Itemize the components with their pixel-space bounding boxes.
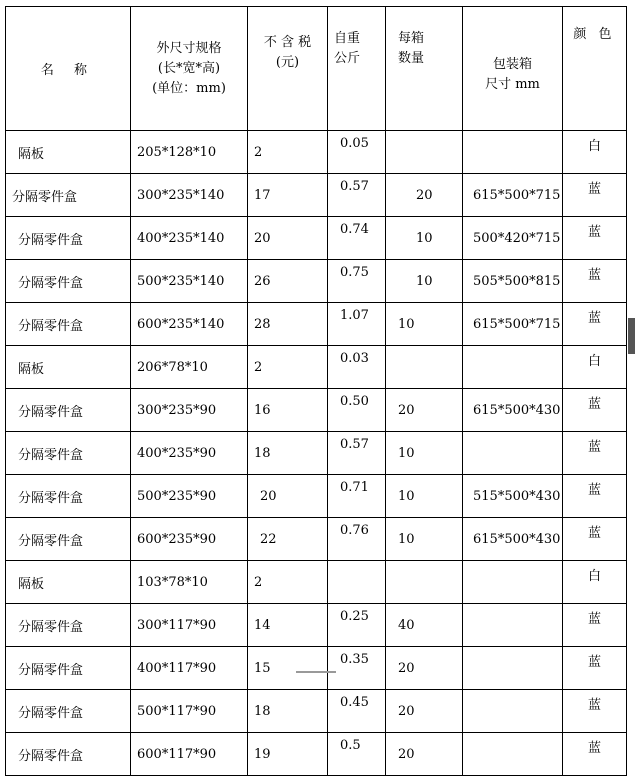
cell-weight: 0.71 <box>328 475 386 518</box>
header-qty-line2: 数量 <box>398 51 425 66</box>
cell-color: 白 <box>563 131 627 174</box>
cell-box: 615*500*715 <box>463 303 563 346</box>
cell-size: 400*235*140 <box>131 217 248 260</box>
cell-qty <box>386 561 463 604</box>
cell-size: 400*117*90 <box>131 647 248 690</box>
table-row <box>6 647 627 690</box>
cell-color: 蓝 <box>563 217 627 260</box>
cell-color: 蓝 <box>563 733 627 776</box>
cell-color: 白 <box>563 561 627 604</box>
cell-name: 隔板 <box>6 561 131 604</box>
table-row <box>6 432 627 475</box>
cell-size: 500*235*90 <box>131 475 248 518</box>
cell-weight: 0.50 <box>328 389 386 432</box>
table-row <box>6 131 627 174</box>
cell-qty: 20 <box>386 174 463 217</box>
cell-color: 蓝 <box>563 690 627 733</box>
cell-name: 分隔零件盒 <box>6 518 131 561</box>
cell-size: 300*235*90 <box>131 389 248 432</box>
cell-color: 蓝 <box>563 260 627 303</box>
cell-qty: 20 <box>386 690 463 733</box>
header-qty-line1: 每箱 <box>398 31 425 46</box>
cell-box: 615*500*715 <box>463 174 563 217</box>
cell-qty <box>386 131 463 174</box>
product-spec-table <box>5 6 627 776</box>
cell-box <box>463 561 563 604</box>
cell-price: 15 <box>248 647 328 690</box>
cell-size: 600*235*90 <box>131 518 248 561</box>
cell-price: 28 <box>248 303 328 346</box>
header-price <box>248 7 328 131</box>
cell-price: 2 <box>248 346 328 389</box>
cell-weight: 0.74 <box>328 217 386 260</box>
header-row <box>6 7 627 131</box>
cell-name: 分隔零件盒 <box>6 432 131 475</box>
table-row <box>6 604 627 647</box>
cell-color: 蓝 <box>563 174 627 217</box>
cell-qty: 10 <box>386 303 463 346</box>
cell-color: 蓝 <box>563 303 627 346</box>
cell-qty: 20 <box>386 733 463 776</box>
cell-weight: 0.45 <box>328 690 386 733</box>
table-row <box>6 475 627 518</box>
cell-weight: 0.57 <box>328 174 386 217</box>
header-weight <box>328 7 386 131</box>
cell-color: 蓝 <box>563 475 627 518</box>
cell-size: 500*117*90 <box>131 690 248 733</box>
cell-price: 26 <box>248 260 328 303</box>
header-size-line2: (长*宽*高) <box>157 60 221 76</box>
cell-price: 17 <box>248 174 328 217</box>
cell-price: 20 <box>248 475 328 518</box>
cell-color: 蓝 <box>563 604 627 647</box>
cell-size: 400*235*90 <box>131 432 248 475</box>
cell-price: 16 <box>248 389 328 432</box>
table-row <box>6 260 627 303</box>
table-row <box>6 733 627 776</box>
cell-qty: 10 <box>386 260 463 303</box>
cell-color: 蓝 <box>563 647 627 690</box>
cell-size: 600*235*140 <box>131 303 248 346</box>
table-row <box>6 303 627 346</box>
table-row <box>6 561 627 604</box>
cell-qty <box>386 346 463 389</box>
cell-box <box>463 432 563 475</box>
cell-qty: 40 <box>386 604 463 647</box>
cell-weight: 0.75 <box>328 260 386 303</box>
header-weight-line2: 公斤 <box>334 51 361 66</box>
cell-price: 18 <box>248 690 328 733</box>
cell-price: 2 <box>248 131 328 174</box>
cell-box <box>463 604 563 647</box>
cell-price: 20 <box>248 217 328 260</box>
cell-name: 分隔零件盒 <box>6 174 131 217</box>
cell-box <box>463 647 563 690</box>
header-price-line2: (元) <box>275 55 300 70</box>
header-color: 颜 色 <box>563 7 627 131</box>
cell-name: 分隔零件盒 <box>6 647 131 690</box>
header-weight-line1: 自重 <box>334 31 361 46</box>
cell-qty: 10 <box>386 475 463 518</box>
header-name: 名 称 <box>6 7 131 131</box>
table-row <box>6 346 627 389</box>
cell-price: 14 <box>248 604 328 647</box>
cell-weight: 0.76 <box>328 518 386 561</box>
cell-box: 515*500*430 <box>463 475 563 518</box>
cell-name: 分隔零件盒 <box>6 690 131 733</box>
header-size <box>131 7 248 131</box>
cell-weight: 0.25 <box>328 604 386 647</box>
cell-size: 500*235*140 <box>131 260 248 303</box>
cell-price: 19 <box>248 733 328 776</box>
cell-size: 103*78*10 <box>131 561 248 604</box>
cell-box: 500*420*715 <box>463 217 563 260</box>
cell-name: 分隔零件盒 <box>6 389 131 432</box>
cell-size: 300*235*140 <box>131 174 248 217</box>
cell-qty: 20 <box>386 389 463 432</box>
header-box-line1: 包装箱 <box>492 56 532 72</box>
cell-name: 隔板 <box>6 346 131 389</box>
header-size-line1: 外尺寸规格 <box>156 40 222 56</box>
cell-weight: 0.03 <box>328 346 386 389</box>
cell-weight: 0.57 <box>328 432 386 475</box>
header-box <box>463 7 563 131</box>
cell-price: 2 <box>248 561 328 604</box>
header-box-line2: 尺寸 mm <box>485 76 540 92</box>
cell-qty: 10 <box>386 518 463 561</box>
cell-qty: 20 <box>386 647 463 690</box>
cell-name: 分隔零件盒 <box>6 475 131 518</box>
table-row <box>6 518 627 561</box>
cell-name: 分隔零件盒 <box>6 733 131 776</box>
cell-name: 分隔零件盒 <box>6 303 131 346</box>
cell-name: 隔板 <box>6 131 131 174</box>
cell-name: 分隔零件盒 <box>6 604 131 647</box>
cell-color: 蓝 <box>563 518 627 561</box>
table-row <box>6 389 627 432</box>
header-size-line3: (单位：mm) <box>152 80 226 96</box>
cell-box: 615*500*430 <box>463 389 563 432</box>
cell-size: 205*128*10 <box>131 131 248 174</box>
cell-qty: 10 <box>386 432 463 475</box>
cell-weight: 0.05 <box>328 131 386 174</box>
cell-box <box>463 690 563 733</box>
cell-box: 505*500*815 <box>463 260 563 303</box>
cell-box <box>463 346 563 389</box>
header-qty <box>386 7 463 131</box>
cell-color: 蓝 <box>563 432 627 475</box>
cell-weight: 1.07 <box>328 303 386 346</box>
cell-size: 206*78*10 <box>131 346 248 389</box>
table-row <box>6 174 627 217</box>
cell-color: 蓝 <box>563 389 627 432</box>
header-price-line1: 不 含 税 <box>263 35 312 50</box>
cell-size: 600*117*90 <box>131 733 248 776</box>
cell-qty: 10 <box>386 217 463 260</box>
table-row <box>6 690 627 733</box>
cell-price: 18 <box>248 432 328 475</box>
cell-box <box>463 733 563 776</box>
cell-name: 分隔零件盒 <box>6 217 131 260</box>
cell-name: 分隔零件盒 <box>6 260 131 303</box>
cell-weight: 0.5 <box>328 733 386 776</box>
table-row <box>6 217 627 260</box>
cell-price: 22 <box>248 518 328 561</box>
cell-box: 615*500*430 <box>463 518 563 561</box>
cell-size: 300*117*90 <box>131 604 248 647</box>
cell-weight <box>328 561 386 604</box>
cell-box <box>463 131 563 174</box>
cell-color: 白 <box>563 346 627 389</box>
page-edge-mark <box>628 318 635 354</box>
cell-weight: 0.35 <box>328 647 386 690</box>
